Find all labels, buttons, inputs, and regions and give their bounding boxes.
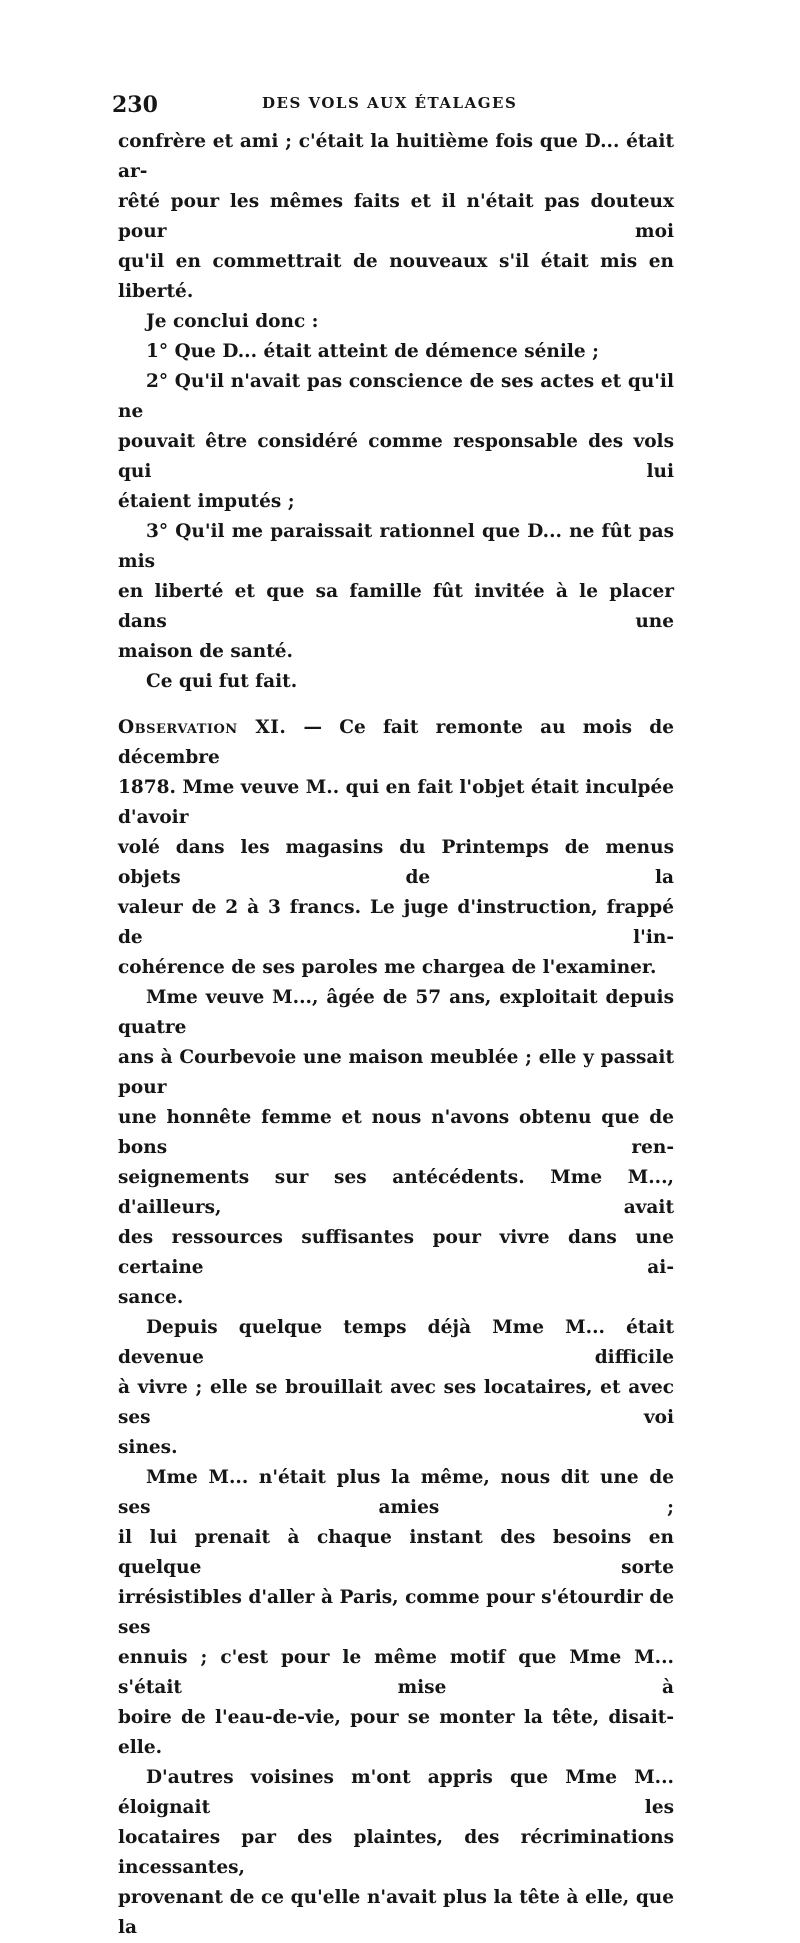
text-line: qu'il en commettrait de nouveaux s'il était mis en liberté.: [118, 251, 674, 302]
observation-line: il lui prenait à chaque instant des besoins en quelque sorte: [118, 1527, 674, 1578]
observation-line: ans à Courbevoie une maison meublée ; elle y passait pour: [118, 1047, 674, 1098]
text-line: en liberté et que sa famille fût invitée à le placer dans une: [118, 581, 674, 632]
observation-line: Depuis quelque temps déjà Mme M... était devenue difficile: [118, 1317, 674, 1368]
observation-line: valeur de 2 à 3 francs. Le juge d'instruction, frappé de l'in-: [118, 897, 674, 948]
text-line: confrère et ami ; c'était la huitième fois que D... était ar-: [118, 131, 674, 182]
observation-line: des ressources suffisantes pour vivre dans une certaine ai-: [118, 1227, 674, 1278]
text-block: [118, 127, 674, 697]
observation-line: à vivre ; elle se brouillait avec ses locataires, et avec ses voi: [118, 1377, 674, 1428]
text-line: rêté pour les mêmes faits et il n'était pas douteux pour moi: [118, 191, 674, 242]
text-line: étaient imputés ;: [118, 491, 295, 512]
text-line: maison de santé.: [118, 641, 293, 662]
observation-block: [118, 713, 674, 1943]
section-gap: [118, 697, 674, 713]
page-number: 230: [112, 92, 158, 118]
observation-line: D'autres voisines m'ont appris que Mme M... éloignait les: [118, 1767, 674, 1818]
text-line: 3° Qu'il me paraissait rationnel que D... ne fût pas mis: [118, 521, 674, 572]
observation-line: Mme veuve M..., âgée de 57 ans, exploitait depuis quatre: [118, 987, 674, 1038]
observation-line: ennuis ; c'est pour le même motif que Mme M... s'était mise à: [118, 1647, 674, 1698]
observation-line: sines.: [118, 1437, 178, 1458]
observation-line: volé dans les magasins du Printemps de menus objets de la: [118, 837, 674, 888]
text-line: 2° Qu'il n'avait pas conscience de ses actes et qu'il ne: [118, 371, 674, 422]
observation-line: provenant de ce qu'elle n'avait plus la tête à elle, que la: [118, 1887, 674, 1938]
observation-line: sance.: [118, 1287, 184, 1308]
page-header: [112, 92, 702, 122]
observation-first-line: [118, 713, 674, 773]
page-body: [118, 127, 674, 1943]
observation-line: Mme M... n'était plus la même, nous dit une de ses amies ;: [118, 1467, 674, 1518]
observation-line: boire de l'eau-de-vie, pour se monter la tête, disait-elle.: [118, 1707, 674, 1758]
observation-first-line-text: — Ce fait remonte au mois de décembre: [118, 717, 675, 768]
observation-label: Observation XI.: [118, 717, 287, 738]
observation-line: 1878. Mme veuve M.. qui en fait l'objet était inculpée d'avoir: [118, 777, 674, 828]
observation-line: une honnête femme et nous n'avons obtenu que de bons ren-: [118, 1107, 674, 1158]
text-line: pouvait être considéré comme responsable des vols qui lui: [118, 431, 674, 482]
text-line: Je conclui donc :: [146, 311, 319, 332]
observation-line: cohérence de ses paroles me chargea de l'examiner.: [118, 957, 657, 978]
observation-line: seignements sur ses antécédents. Mme M..., d'ailleurs, avait: [118, 1167, 674, 1218]
observation-line: irrésistibles d'aller à Paris, comme pour s'étourdir de ses: [118, 1587, 674, 1638]
text-line: Ce qui fut fait.: [146, 671, 298, 692]
text-line: 1° Que D... était atteint de démence sénile ;: [146, 341, 599, 362]
running-head: DES VOLS AUX ÉTALAGES: [262, 94, 518, 112]
observation-line: locataires par des plaintes, des récriminations incessantes,: [118, 1827, 674, 1878]
